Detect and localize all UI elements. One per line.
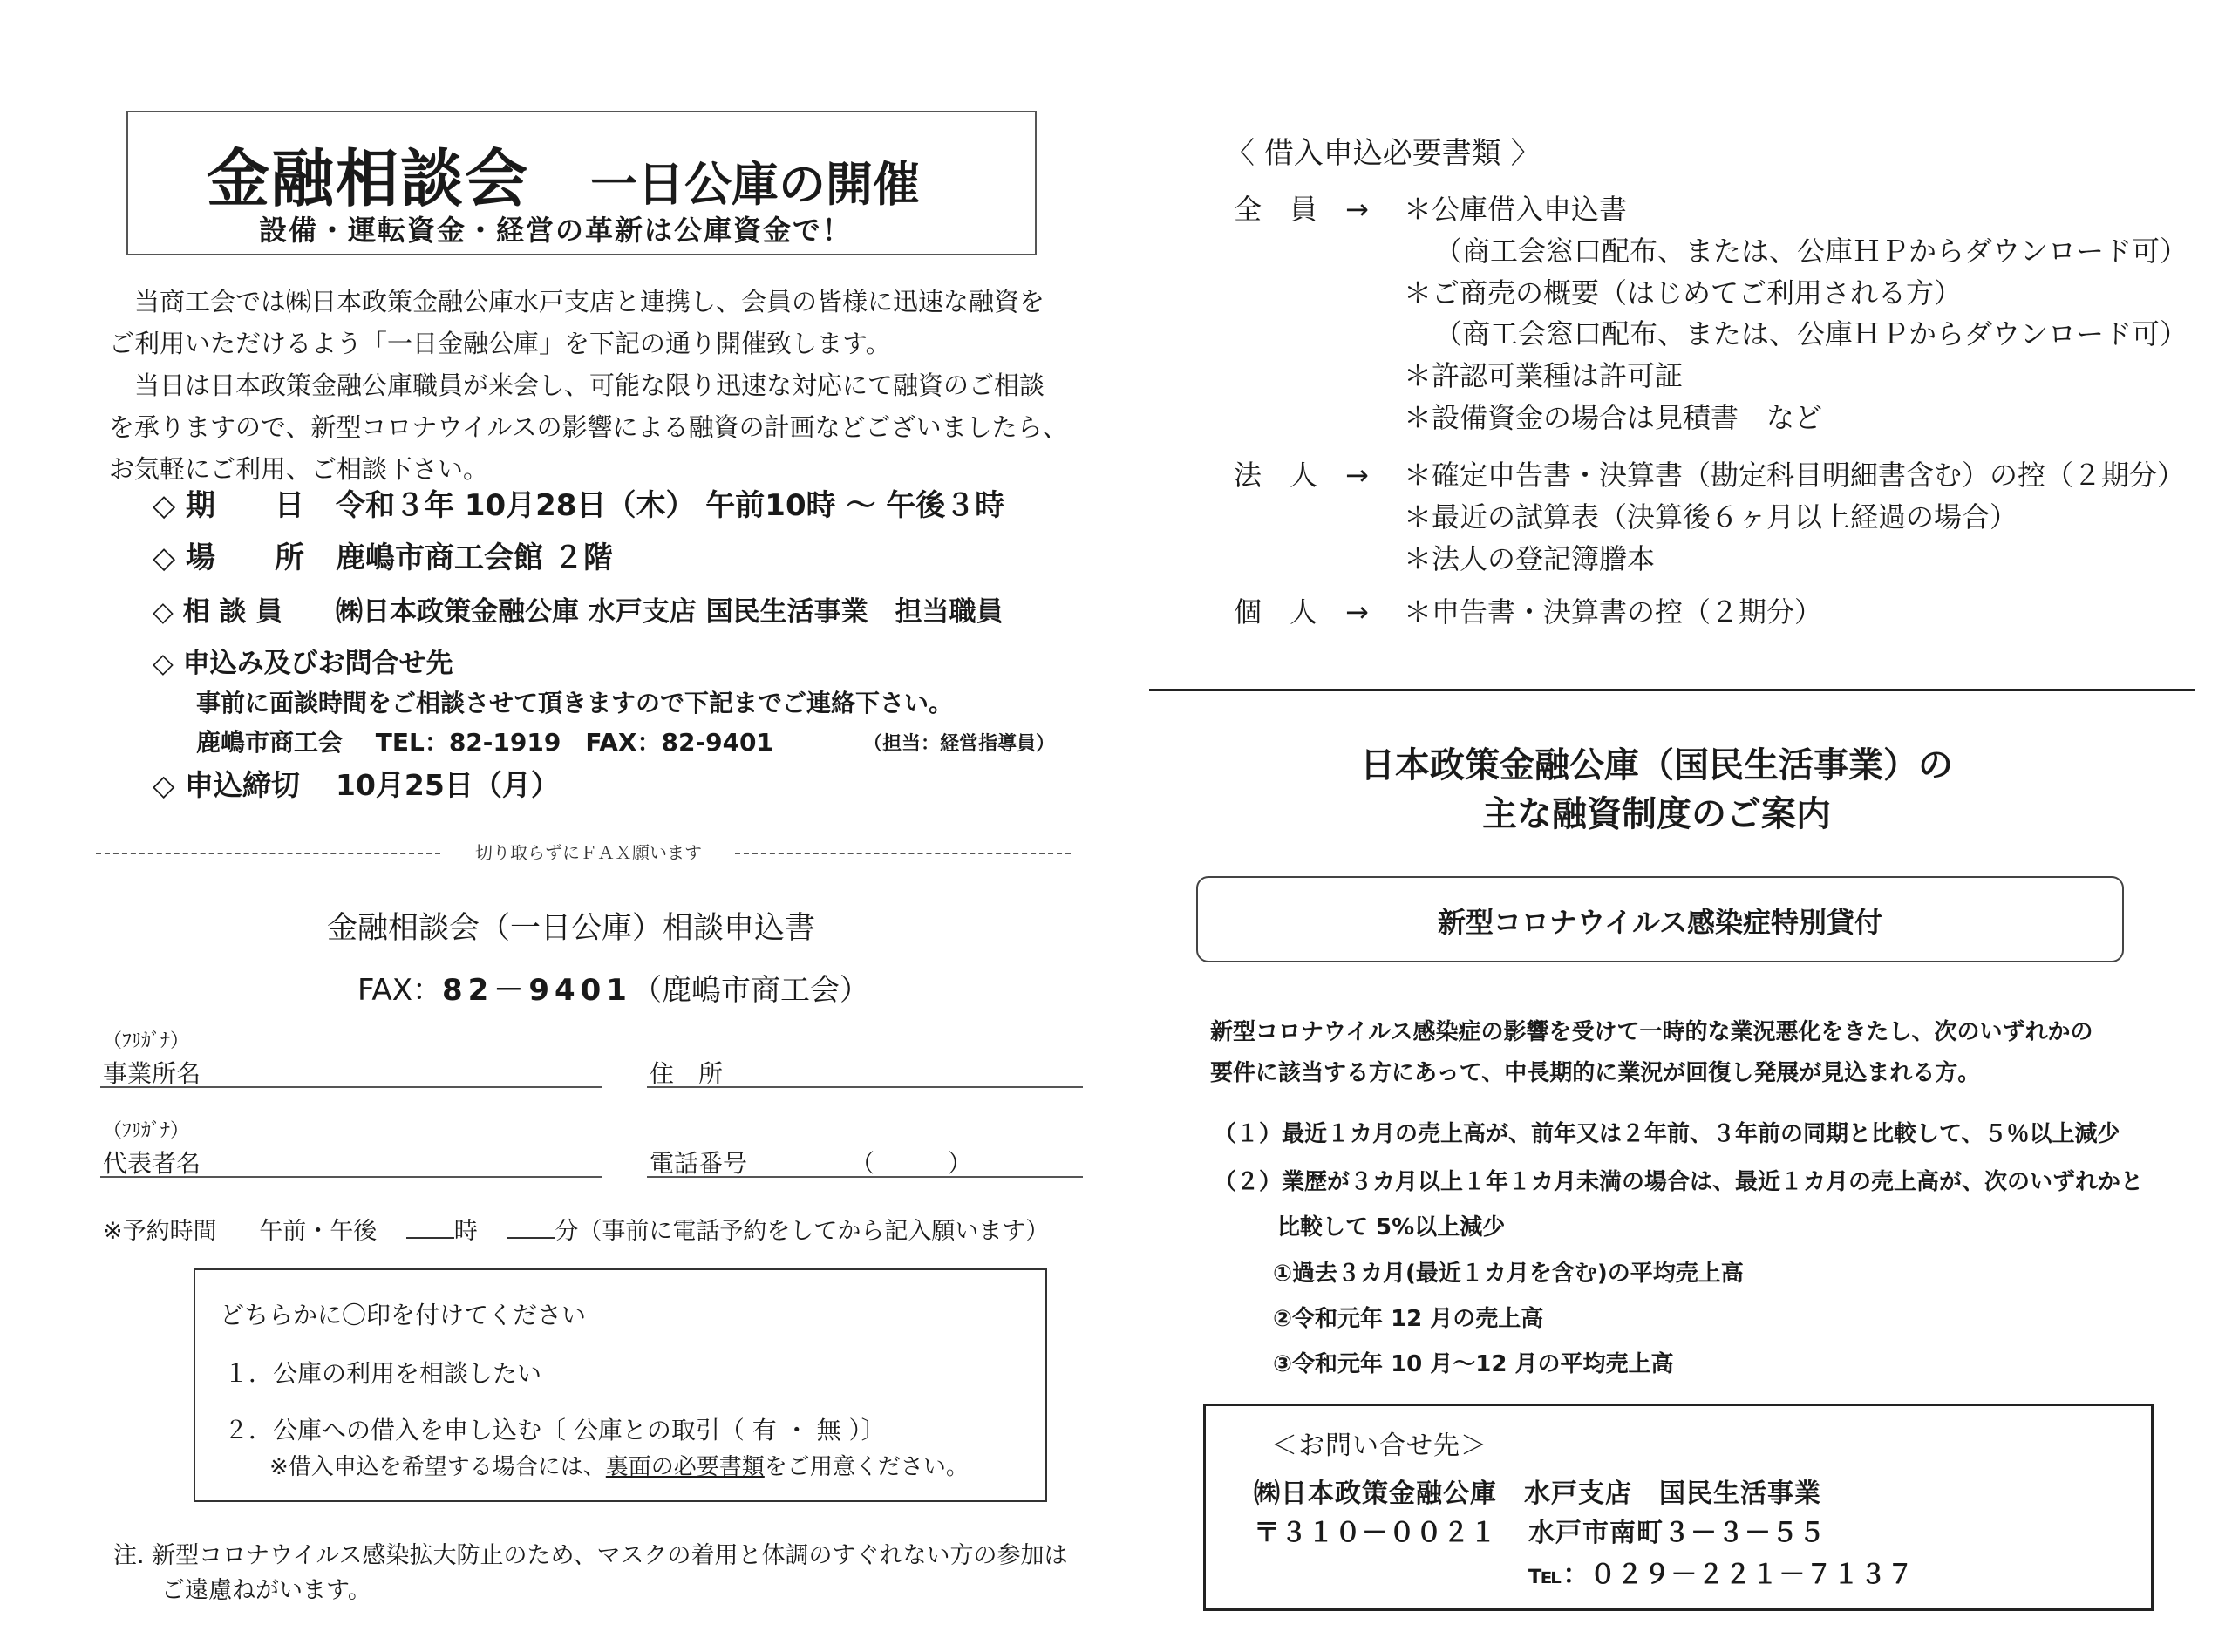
docs-all-item: ＊公庫借入申込書 [1404,193,1628,226]
choice-option-consult[interactable]: １．公庫の利用を相談したい [224,1359,542,1388]
docs-indiv-label: 個 人 → [1234,595,1369,629]
contact-address: 水戸市南町３－３－５５ [1528,1518,1826,1548]
hour-input[interactable] [406,1218,454,1239]
notice-line1: 注. 新型コロナウイルス感染拡大防止のため、マスクの着用と体調のすぐれない方の参加は [113,1542,1068,1569]
loan-condition-2b: 比較して 5%以上減少 [1277,1214,1506,1241]
cut-line-right [735,853,1071,854]
info-contact-line1: 事前に面談時間をご相談させて頂きますので下記までご連絡下さい。 [196,689,954,717]
info-deadline [153,763,560,804]
address-input[interactable] [647,1086,1083,1088]
form-title: 金融相談会（一日公庫）相談申込書 [327,911,816,946]
intro-line: ご利用いただけるよう「一日金融公庫」を下記の通り開催致します。 [109,329,891,358]
docs-all-item: ＊許認可業種は許可証 [1404,359,1684,392]
representative-label: 代表者名 [103,1149,201,1178]
section-divider [1149,689,2195,691]
info-contact-person: （担当：経営指導員） [863,733,1056,755]
loan-desc-line1: 新型コロナウイルス感染症の影響を受けて一時的な業況悪化をきたし、次のいずれかの [1210,1019,2093,1045]
loan-title-line1: 日本政策金融公庫（国民生活事業）の [1360,745,1953,785]
contact-tel: ℡：０２９－２２１－７１３７ [1528,1560,1915,1590]
loan-desc-line2: 要件に該当する方にあって、中長期的に業況が回復し発展が見込まれる方。 [1210,1060,1981,1086]
business-name-label: 事業所名 [103,1059,201,1088]
choice-note [269,1449,969,1481]
special-loan-box [1196,876,2124,962]
loan-title-line2: 主な融資制度のご案内 [1482,794,1831,834]
intro-line: 当商工会では㈱日本政策金融公庫水戸支店と連携し、会員の皆様に迅速な融資を [109,287,1045,316]
reservation-label: ※予約時間 [103,1218,217,1245]
form-fax [357,966,869,1009]
info-contact-label: ◇ 申込み及びお問合せ先 [153,648,453,679]
docs-corp-item: ＊最近の試算表（決算後６ヶ月以上経過の場合） [1404,500,2018,534]
documents-title: 〈 借入申込必要書類 〉 [1225,136,1541,171]
loan-sub-2: ②令和元年 12 月の売上高 [1273,1306,1544,1332]
docs-corp-item: ＊法人の登記簿謄本 [1404,542,1656,575]
phone-area-code[interactable]: （ ） [850,1149,973,1178]
minute-input[interactable] [507,1218,555,1239]
choice-title: どちらかに〇印を付けてください [220,1301,587,1329]
representative-input[interactable] [100,1176,602,1178]
intro-line: を承りますので、新型コロナウイルスの影響による融資の計画などございましたら、 [109,412,1068,442]
info-date-value: 令和３年 10月28日（木） 午前10時 ～ 午後３時 [336,488,1005,523]
info-place-value: 鹿嶋市商工会館 ２階 [336,540,613,575]
intro-line: 当日は日本政策金融公庫職員が来会し、可能な限り迅速な対応にて融資のご相談 [109,371,1045,400]
reservation-note: （事前に電話予約をしてから記入願います） [578,1218,1050,1245]
contact-postal: 〒３１０－００２１ [1254,1518,1497,1548]
cut-line-left [96,853,440,854]
docs-all-item: （商工会窓口配布、または、公庫ＨＰからダウンロード可） [1434,235,2188,268]
docs-all-item: ＊ご商売の概要（はじめてご利用される方） [1404,276,1963,309]
notice [113,1539,1067,1608]
minute-label: 分 [555,1218,579,1245]
address-label: 住 所 [650,1059,724,1088]
form-fax-number: 82－9401 [442,973,632,1008]
cut-note: 切り取らずにＦＡＸ願います [475,842,702,863]
choice-note-post: をご用意ください。 [764,1454,969,1480]
form-fax-prefix: FAX： [357,973,442,1008]
choice-note-link: 裏面の必要書類 [605,1454,765,1480]
docs-all-label: 全 員 → [1234,193,1369,226]
title-box [126,111,1037,255]
docs-all-item: （商工会窓口配布、または、公庫ＨＰからダウンロード可） [1434,317,2188,350]
docs-indiv-item: ＊申告書・決算書の控（２期分） [1404,595,1823,629]
choice-option-apply[interactable]: ２．公庫への借入を申し込む〔 公庫との取引（ 有 ・ 無 ）〕 [224,1416,886,1445]
phone-input[interactable] [647,1176,1083,1178]
loan-sub-3: ③令和元年 10 月～12 月の平均売上高 [1273,1351,1674,1377]
contact-title: ＜お問い合せ先＞ [1271,1431,1487,1461]
page-tagline: 設備・運転資金・経営の革新は公庫資金で！ [259,214,853,247]
furigana-label: （ﾌﾘｶﾞﾅ） [103,1120,190,1142]
reservation-row [103,1212,1049,1246]
furigana-label: （ﾌﾘｶﾞﾅ） [103,1030,190,1052]
info-staff-value: ㈱日本政策金融公庫 水戸支店 国民生活事業 担当職員 [336,596,1004,628]
info-place-label: ◇ 場 所 [153,540,304,575]
info-date [153,481,1004,524]
choice-note-pre: ※借入申込を希望する場合には、 [269,1454,606,1480]
am-pm-option[interactable]: 午前・午後 [259,1218,378,1245]
info-date-label: ◇ 期 日 [153,488,304,523]
loan-title [1343,741,1970,839]
business-name-input[interactable] [100,1086,602,1088]
intro-paragraph [109,281,1094,490]
info-staff-label: ◇ 相 談 員 [153,596,283,628]
loan-condition-1: （１）最近１カ月の売上高が、前年又は２年前、３年前の同期と比較して、５％以上減少 [1214,1121,2120,1147]
page-title: 金融相談会 [207,142,530,215]
docs-corp-label: 法 人 → [1234,459,1369,492]
page-subtitle: 一日公庫の開催 [590,157,920,212]
intro-line: お気軽にご利用、ご相談下さい。 [109,454,489,484]
loan-condition-2a: （２）業歴が３カ月以上１年１カ月未満の場合は、最近１カ月の売上高が、次のいずれかと [1214,1169,2144,1195]
info-place [153,534,613,576]
loan-sub-1: ①過去３カ月(最近１カ月を含む)の平均売上高 [1273,1261,1744,1287]
info-staff [153,589,1004,629]
contact-org: ㈱日本政策金融公庫 水戸支店 国民生活事業 [1254,1479,1821,1509]
docs-corp-item: ＊確定申告書・決算書（勘定科目明細書含む）の控（２期分） [1404,459,2186,492]
info-deadline-value: 10月25日（月） [336,768,560,802]
hour-label: 時 [453,1218,478,1245]
contact-box [1203,1404,2154,1611]
info-deadline-label: ◇ 申込締切 [153,768,300,802]
phone-label: 電話番号 [650,1149,748,1178]
choice-box [194,1268,1047,1502]
special-loan-title: 新型コロナウイルス感染症特別貸付 [1437,906,1883,939]
notice-line2: ご遠慮ねがいます。 [161,1577,371,1604]
form-fax-suffix: （鹿嶋市商工会） [631,973,869,1008]
info-contact-line2: 鹿嶋市商工会 TEL：82-1919 FAX：82-9401 [196,728,774,757]
docs-all-item: ＊設備資金の場合は見積書 など [1404,401,1823,434]
